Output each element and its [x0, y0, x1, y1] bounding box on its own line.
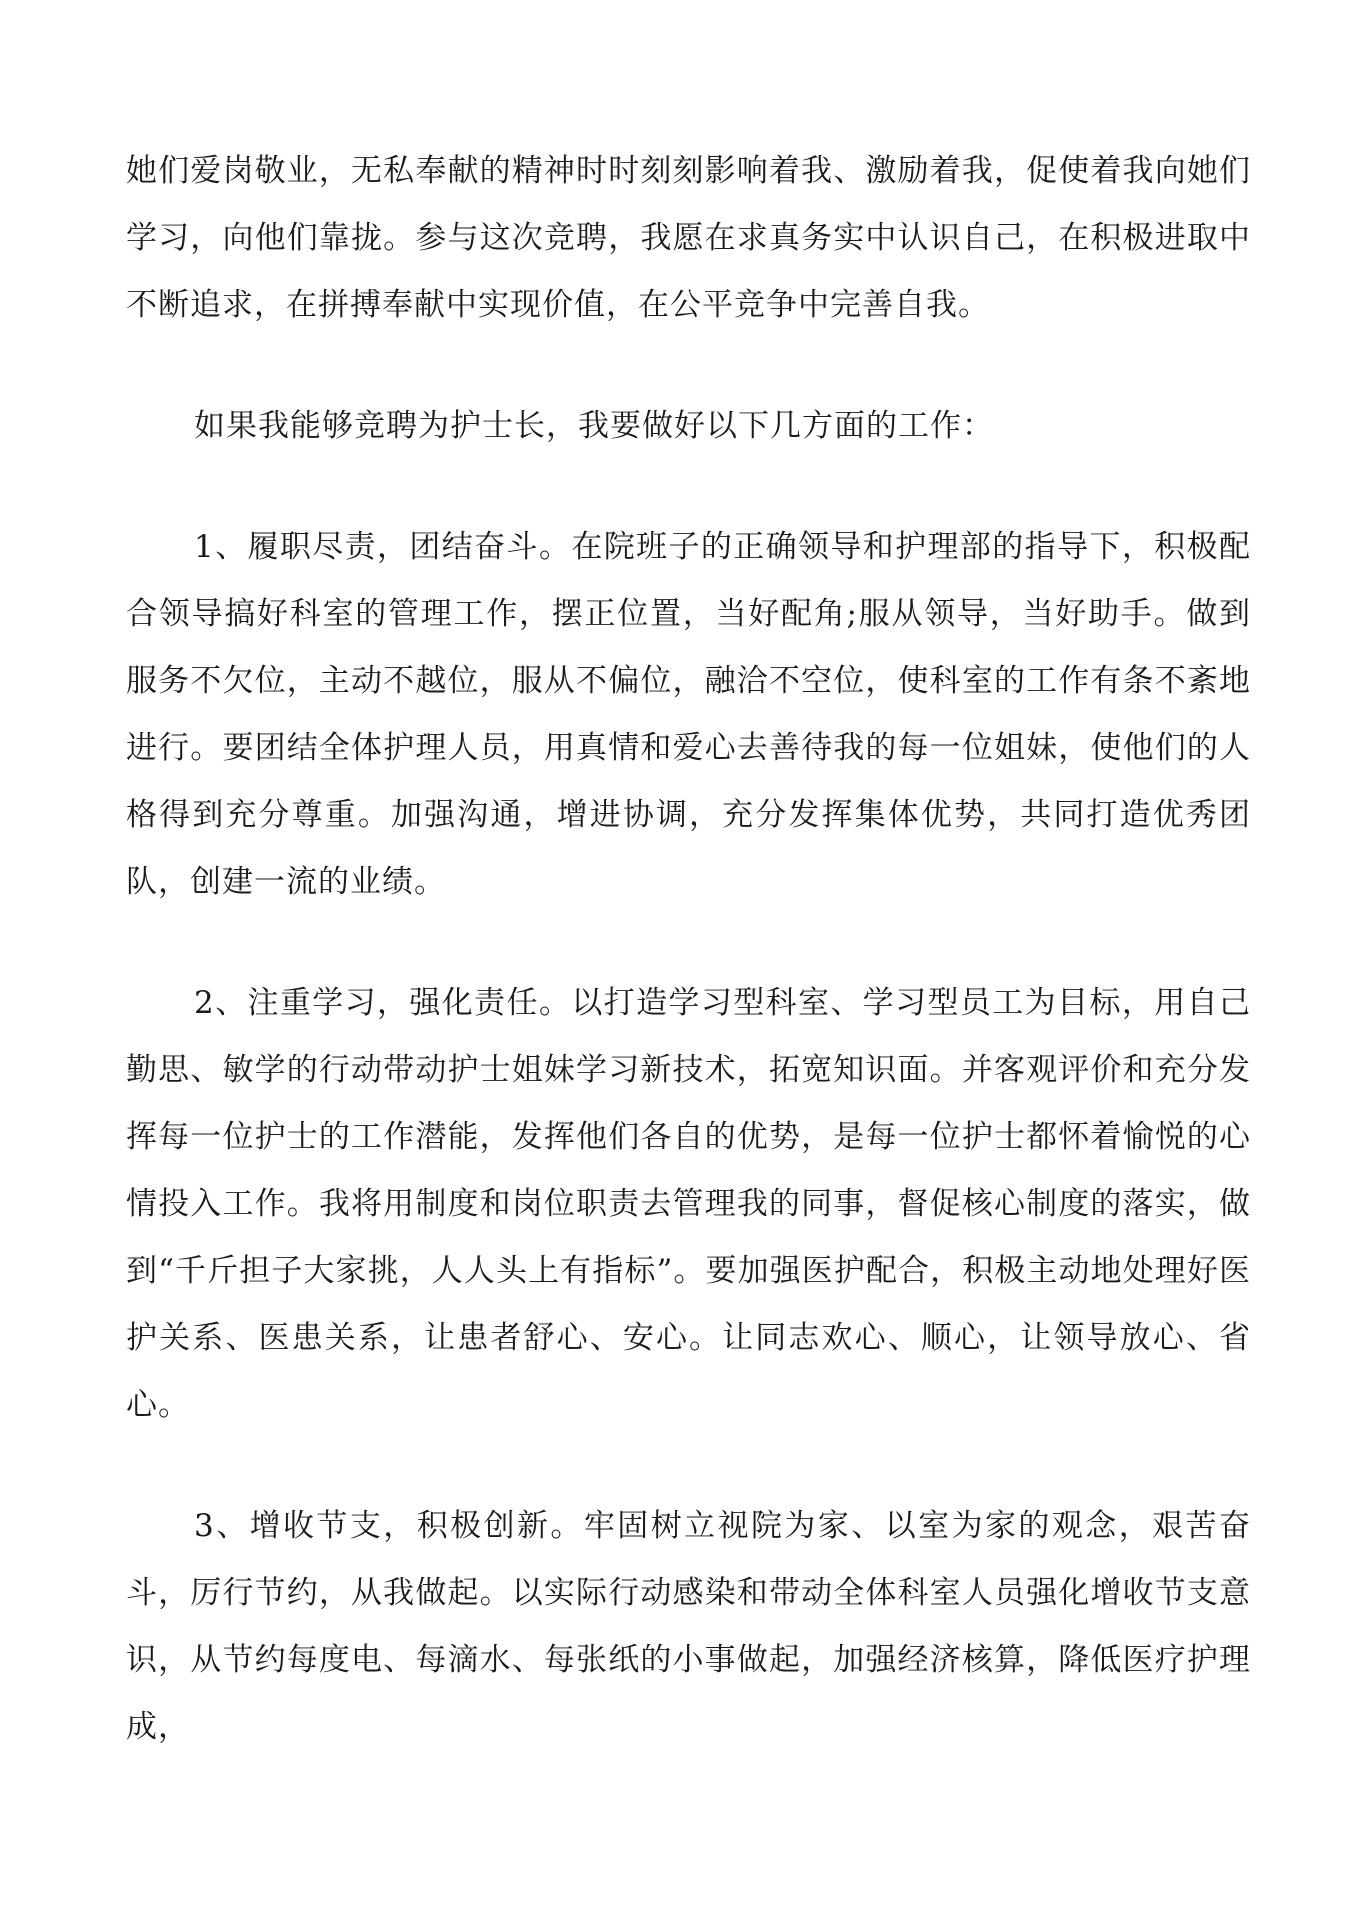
paragraph-continuation: 她们爱岗敬业，无私奉献的精神时时刻刻影响着我、激励着我，促使着我向她们学习，向他们靠拢。参与这次竞聘，我愿在求真务实中认识自己，在积极进取中不断追求，在拼搏奉献中实现价值，在公平竞争中完善自我。 — [126, 153, 1251, 323]
paragraph-item-1: 1、履职尽责，团结奋斗。在院班子的正确领导和护理部的指导下，积极配合领导搞好科室的管理工作，摆正位置，当好配角;服从领导，当好助手。做到服务不欠位，主动不越位，服从不偏位，融洽不空位，使科室的工作有条不紊地进行。要团结全体护理人员，用真情和爱心去善待我的每一位姐妹，使他们的人格得到充分尊重。加强沟通，增进协调，充分发挥集体优势，共同打造优秀团队，创建一流的业绩。 — [126, 529, 1251, 900]
paragraph-intro-plan: 如果我能够竞聘为护士长，我要做好以下几方面的工作： — [194, 408, 994, 444]
paragraph-item-3: 3、增收节支，积极创新。牢固树立视院为家、以室为家的观念，艰苦奋斗，厉行节约，从我做起。以实际行动感染和带动全体科室人员强化增收节支意识，从节约每度电、每滴水、每张纸的小事做起，加强经济核算，降低医疗护理成， — [126, 1508, 1251, 1745]
paragraph-item-2: 2、注重学习，强化责任。以打造学习型科室、学习型员工为目标，用自己勤思、敏学的行动带动护士姐妹学习新技术，拓宽知识面。并客观评价和充分发挥每一位护士的工作潜能，发挥他们各自的优势，是每一位护士都怀着愉悦的心情投入工作。我将用制度和岗位职责去管理我的同事，督促核心制度的落实，做到“千斤担子大家挑，人人头上有指标”。要加强医护配合，积极主动地处理好医护关系、医患关系，让患者舒心、安心。让同志欢心、顺心，让领导放心、省心。 — [126, 985, 1251, 1423]
document-body — [126, 138, 1251, 1815]
